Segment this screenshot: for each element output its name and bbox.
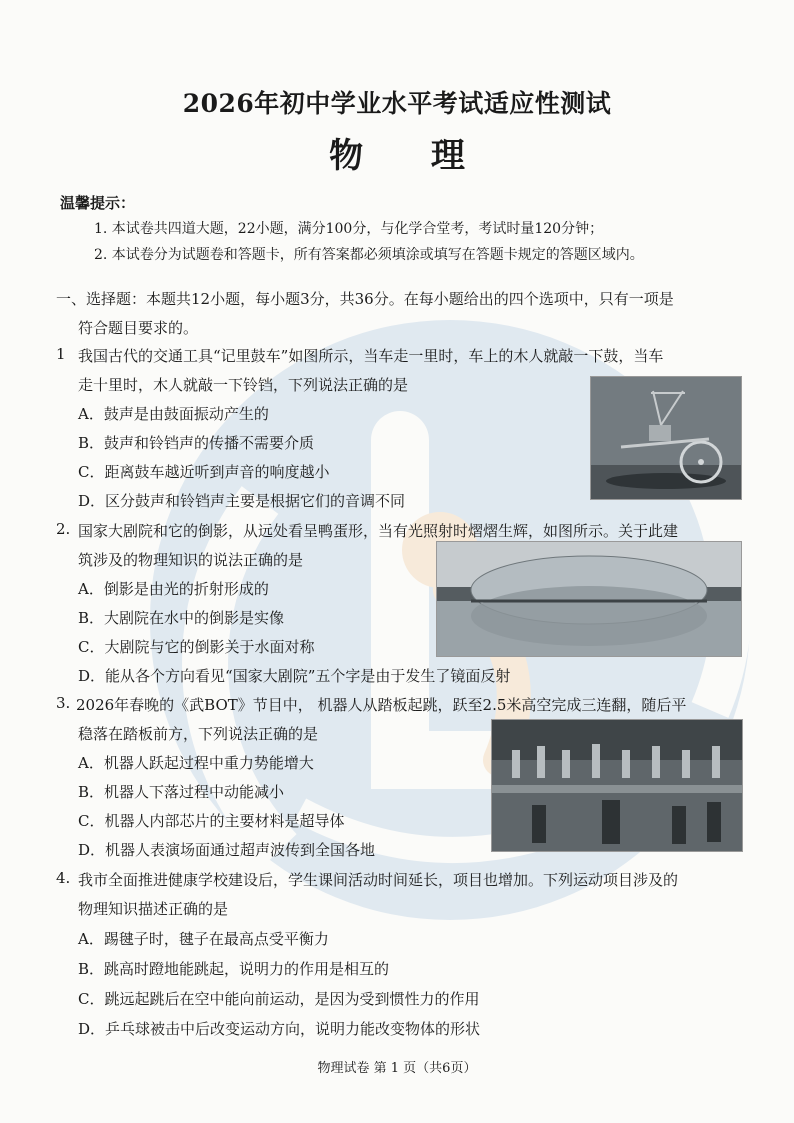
section-heading: 一、选择题：本题共12小题，每小题3分，共36分。在每小题给出的四个选项中，只有一项是 [56,290,674,308]
option-b: B．鼓声和铃铛声的传播不需要介质 [78,434,315,452]
question-number: 2. [56,520,71,538]
option-c: C．机器人内部芯片的主要材料是超导体 [78,812,345,830]
option-c: C．距离鼓车越近听到声音的响度越小 [78,463,330,481]
question-number: 3. [56,694,71,712]
option-d: D．能从各个方向看见“国家大剧院”五个字是由于发生了镜面反射 [78,667,511,685]
tip-item: 1. 本试卷共四道大题，22小题，满分100分，与化学合堂考，考试时量120分钟； [94,221,604,237]
option-a: A．机器人跃起过程中重力势能增大 [78,754,314,772]
robot-performance-photo [491,719,743,852]
question-stem: 稳落在踏板前方，下列说法正确的是 [78,725,319,743]
option-a: A．鼓声是由鼓面振动产生的 [78,405,269,423]
option-d: D．区分鼓声和铃铛声主要是根据它们的音调不同 [78,492,406,510]
question-stem: 走十里时，木人就敲一下铃铛，下列说法正确的是 [78,376,409,394]
option-c: C．跳远起跳后在空中能向前运动，是因为受到惯性力的作用 [78,990,480,1008]
option-c: C．大剧院与它的倒影关于水面对称 [78,638,315,656]
option-b: B．大剧院在水中的倒影是实像 [78,609,285,627]
option-a: A．踢毽子时，毽子在最高点受平衡力 [78,930,329,948]
tips-heading: 温馨提示： [60,194,136,212]
question-stem: 物理知识描述正确的是 [78,900,229,918]
national-theater-photo [436,541,742,657]
question-stem: 筑涉及的物理知识的说法正确的是 [78,551,304,569]
question-number: 4. [56,869,71,887]
option-b: B．机器人下落过程中动能减小 [78,783,285,801]
section-heading-cont: 符合题目要求的。 [78,319,199,337]
question-stem: 我国古代的交通工具“记里鼓车”如图所示，当车走一里时，车上的木人就敲一下鼓，当车 [78,347,664,365]
tip-item: 2. 本试卷分为试题卷和答题卡，所有答案都必须填涂或填写在答题卡规定的答题区域内。 [94,247,644,263]
question-number: 1 [56,345,66,363]
page-footer: 物理试卷 第 1 页（共6页） [317,1061,477,1076]
question-stem: 2026年春晚的《武BOT》节目中， 机器人从踏板起跳，跃至2.5米高空完成三连翻，随后平 [76,696,687,714]
question-stem: 我市全面推进健康学校建设后，学生课间活动时间延长，项目也增加。下列运动项目涉及的 [78,871,679,889]
question-stem: 国家大剧院和它的倒影，从远处看呈鸭蛋形，当有光照射时熠熠生辉，如图所示。关于此建 [78,522,679,540]
drum-cart-photo [590,376,742,500]
option-d: D．乒乓球被击中后改变运动方向，说明力能改变物体的形状 [78,1020,481,1038]
option-d: D．机器人表演场面通过超声波传到全国各地 [78,841,376,859]
subject-title: 物 理 [329,136,493,176]
exam-title: 2026年初中学业水平考试适应性测试 [182,89,612,118]
option-a: A．倒影是由光的折射形成的 [78,580,269,598]
option-b: B．跳高时蹬地能跳起，说明力的作用是相互的 [78,960,390,978]
